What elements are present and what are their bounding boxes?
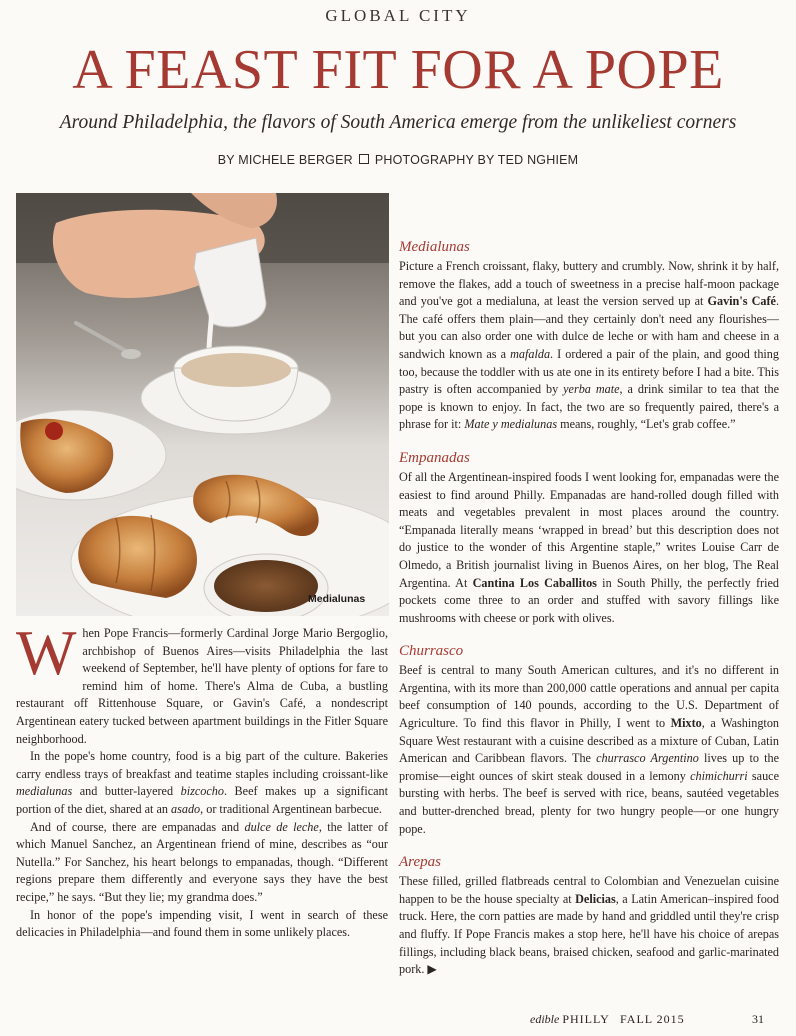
- churrasco-t2: Mixto: [670, 716, 702, 731]
- intro-p1-text: hen Pope Francis—formerly Cardinal Jorge Mario Bergoglio, archbishop of Buenos Aires—visits Philadelphia the last weekend of September, he'll have plenty of options for fare to remind him of home. There's Alma de Cuba, a bustling restaurant off Rittenhouse Square, or Gavin's Café, a nondescript Argentinean eatery tucked between apartment buildings in the Fitler Square neighborhood.: [16, 626, 388, 746]
- empanadas-t1: Of all the Argentinean-inspired foods I went looking for, empanadas were the easiest to find around Philly. Empanadas are hand-rolled dough filled with meats and vegetables prevalent in most places around the country. “Empanada literally means ‘wrapped in bread’ but this description does not do justice to the wonder of this Argentine staple,” writes Louise Carr de Olmedo, a British journalist living in Buenos Aires, on her blog, The Real Argentina. At: [399, 469, 779, 590]
- churrasco-t7: sauce bursting with herbs. The beef is served with rice, beans, sautéed vegetables and butter-drenched bread, plenty for two hungry people—or one hungry pope.: [399, 768, 779, 836]
- medialunas-t2: Gavin's Café: [707, 294, 776, 309]
- section-heading-arepas: Arepas: [399, 854, 441, 871]
- intro-p3-c: , the latter of which Manuel Sanchez, an Argentinean friend of mine, describes as “our Nutella.” For Sanchez, his heart belongs to empanadas, though. “Different regions prepare them differently and everyone says they have the best recipe,” he says. “But they lie; my grandma does.”: [16, 819, 389, 904]
- intro-p2-d: bizcocho: [180, 784, 224, 799]
- churrasco-t4: churrasco Argentino: [596, 751, 699, 766]
- intro-p2-e: . Beef makes up a significant portion of the diet, shared at an: [16, 784, 389, 816]
- medialunas-t7: , a drink similar to tea that the pope is known to enjoy. In fact, the two are so frequently paired, there's a phrase for it:: [399, 382, 779, 432]
- right-column: [399, 238, 779, 994]
- medialunas-t8: Mate y medialunas: [464, 417, 558, 432]
- section-arepas: [399, 853, 779, 979]
- section-body-churrasco: [399, 662, 779, 838]
- page-number: 31: [752, 1012, 764, 1026]
- churrasco-t1: Beef is central to many South American cultures, and it's no different in Argentina, with its more than 200,000 cattle operations and annual per capita beef consumption of 140 pounds, according to the U.S. Department of Agriculture. To find this flavor in Philly, I went to: [399, 663, 779, 731]
- medialunas-t5: . I ordered a pair of the plain, and good thing too, because the toddler with us ate one in its entirety before I had a bite. This pastry is often accompanied by: [399, 346, 779, 397]
- photo-caption: Medialunas: [308, 593, 366, 605]
- photo-jam: [45, 422, 63, 440]
- arepas-t1: These filled, grilled flatbreads central to Colombian and Venezuelan cuisine happen to be the house specialty at: [399, 874, 779, 906]
- byline-photographer: PHOTOGRAPHY BY TED NGHIEM: [374, 153, 579, 167]
- section-churrasco: [399, 642, 779, 838]
- intro-p3-b: dulce de leche: [244, 819, 319, 834]
- intro-paragraph-2: [16, 748, 388, 818]
- photo-illustration: [16, 193, 389, 616]
- section-empanadas: [399, 449, 779, 627]
- intro-p2-g: , or traditional Argentinean barbecue.: [200, 801, 382, 816]
- kicker: GLOBAL CITY: [325, 6, 471, 25]
- medialunas-t1: Picture a French croissant, flaky, buttery and crumbly. Now, shrink it by half, remove the flakes, add a touch of sweetness in a precise half-moon package and you've got a medialuna, at least the version served up at: [399, 259, 779, 309]
- intro-p3-a: And of course, there are empanadas and: [30, 819, 245, 834]
- section-body-arepas: [399, 873, 779, 979]
- footer-brand-italic: edible: [530, 1012, 560, 1026]
- empanadas-t2: Cantina Los Caballitos: [472, 575, 597, 590]
- headline: A FEAST FIT FOR A POPE: [72, 39, 724, 101]
- intro-paragraph-1: [16, 617, 388, 748]
- section-heading-empanadas: Empanadas: [399, 449, 470, 466]
- byline: [0, 153, 796, 167]
- empanadas-t3: in South Philly, the perfectly fried pockets come three to an order and stuffed with savory fillings like mushrooms with cheese or pork with olives.: [399, 575, 780, 625]
- page-footer: [0, 1012, 796, 1032]
- churrasco-t6: chimichurri: [690, 768, 748, 783]
- medialunas-t6: yerba mate: [563, 382, 620, 397]
- byline-author: BY MICHELE BERGER: [217, 153, 353, 167]
- intro-p2-a: In the pope's home country, food is a big part of the culture. Bakeries carry endless trays of breakfast and teatime staples including croissant-like: [16, 749, 388, 781]
- footer-issue: FALL 2015: [620, 1012, 685, 1026]
- churrasco-t3: , a Washington Square West restaurant with a cuisine described as a mixture of Cuban, Latin American and Caribbean flavors. The: [399, 716, 780, 766]
- dek: Around Philadelphia, the flavors of South America emerge from the unlikeliest corners: [59, 112, 737, 133]
- footer-brand: [530, 1012, 610, 1027]
- footer-brand-name: PHILLY: [562, 1012, 610, 1026]
- medialunas-t3: . The café offers them plain—and they certainly don't need any flourishes—but you can also order one with dulce de leche or with ham and cheese in a sandwich known as a: [399, 294, 779, 361]
- photo-coffee: [181, 353, 291, 387]
- section-heading-medialunas: Medialunas: [399, 239, 470, 255]
- intro-p2-b: medialunas: [16, 784, 73, 799]
- medialunas-t9: means, roughly, “Let's grab coffee.”: [557, 417, 736, 432]
- medialunas-t4: mafalda: [510, 346, 551, 361]
- arepas-t2: Delicias: [575, 891, 616, 906]
- churrasco-t5: lives up to the promise—eight ounces of skirt steak doused in a lemony: [399, 751, 779, 783]
- arepas-t3: , a Latin American–inspired food truck. Here, the corn patties are made by hand and griddled until they're crisp and fluffy. If Pope Francis makes a stop here, he'll have his choice of arepas fillings, including black beans, braised chicken, seafood and garlic-marinated pork. ▶: [399, 891, 779, 977]
- intro-paragraph-3: [16, 819, 388, 907]
- section-heading-churrasco: Churrasco: [399, 643, 464, 660]
- drop-cap: W: [16, 617, 77, 688]
- left-column: [16, 617, 389, 942]
- section-body-medialunas: [399, 258, 779, 434]
- intro-p2-f: asado: [171, 801, 201, 816]
- section-medialunas: [399, 238, 779, 434]
- byline-separator-icon: [359, 154, 369, 164]
- intro-p2-c: and butter-layered: [72, 784, 181, 799]
- feature-photo: [16, 193, 389, 616]
- photo-dulce-de-leche: [214, 560, 318, 612]
- intro-paragraph-4: In honor of the pope's impending visit, I went in search of these delicacies in Philadelphia—and found them in some unlikely places.: [16, 907, 388, 940]
- section-body-empanadas: [399, 469, 779, 627]
- photo-spoon-bowl: [121, 349, 141, 359]
